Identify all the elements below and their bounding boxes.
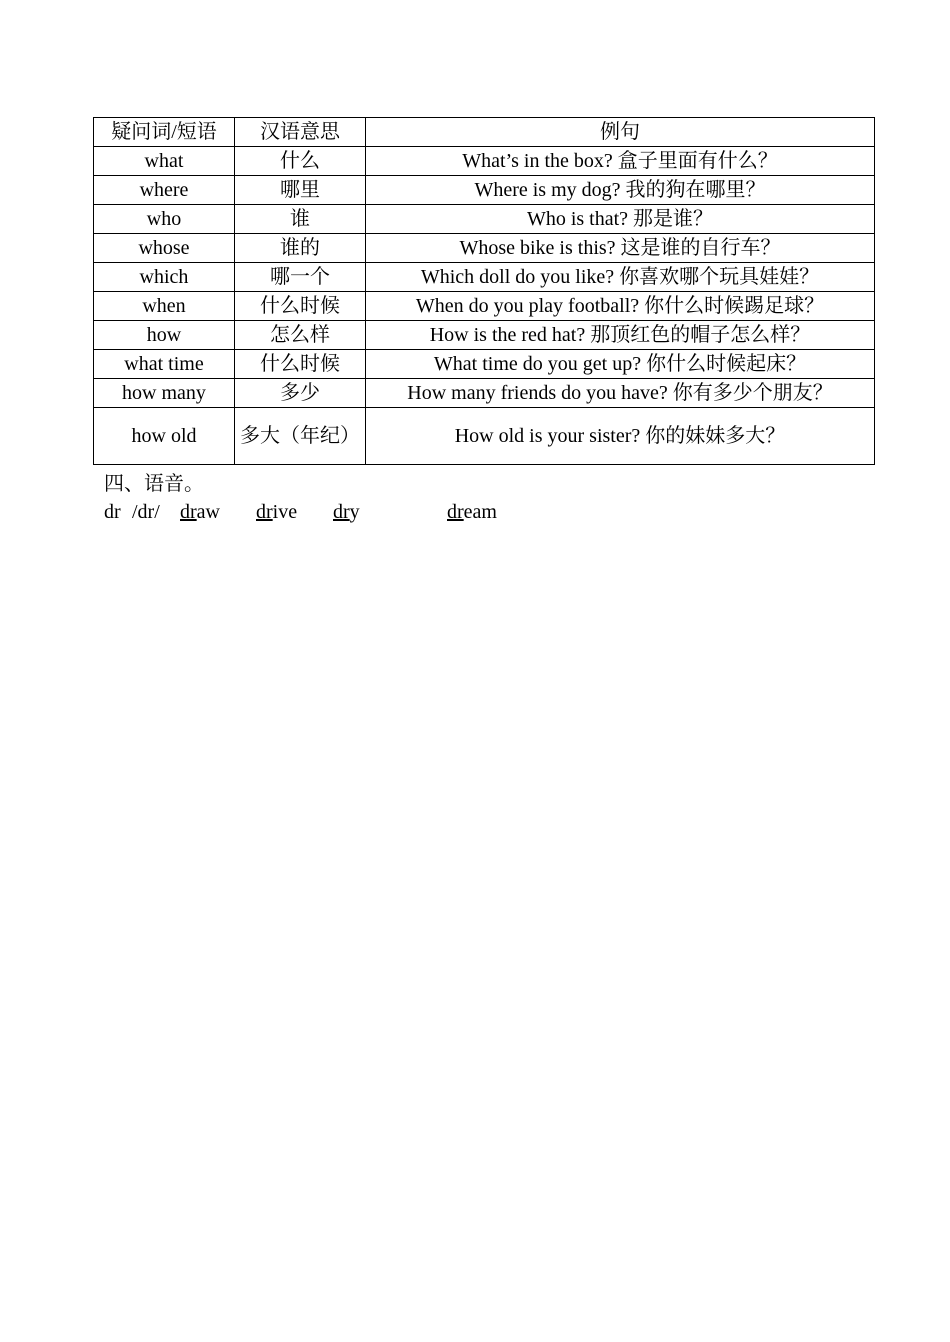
table-row <box>94 379 875 408</box>
cell-example: How many friends do you have? 你有多少个朋友？ <box>366 379 875 408</box>
cell-word: what <box>94 147 235 176</box>
word-underlined-part: dr <box>180 501 197 523</box>
table-row <box>94 205 875 234</box>
cell-meaning: 多少 <box>235 379 366 408</box>
header-word: 疑问词/短语 <box>94 118 235 147</box>
word-rest: eam <box>463 501 497 523</box>
question-words-table <box>93 117 875 465</box>
phonics-word <box>180 500 220 524</box>
cell-meaning: 谁 <box>235 205 366 234</box>
word-rest: ive <box>272 501 298 523</box>
cell-example: When do you play football? 你什么时候踢足球？ <box>366 292 875 321</box>
cell-meaning: 什么时候 <box>235 350 366 379</box>
table-row <box>94 321 875 350</box>
word-rest: y <box>349 501 360 523</box>
table-row <box>94 176 875 205</box>
section-title: 四、语音。 <box>104 473 204 495</box>
cell-meaning: 哪里 <box>235 176 366 205</box>
cell-word: who <box>94 205 235 234</box>
table-row <box>94 292 875 321</box>
cell-meaning: 多大（年纪） <box>235 408 366 465</box>
phonics-letters: dr <box>104 501 121 523</box>
cell-word: how many <box>94 379 235 408</box>
table-row <box>94 350 875 379</box>
cell-example: Whose bike is this? 这是谁的自行车？ <box>366 234 875 263</box>
word-underlined-part: dr <box>256 501 273 523</box>
cell-meaning: 怎么样 <box>235 321 366 350</box>
cell-word: how old <box>94 408 235 465</box>
cell-word: what time <box>94 350 235 379</box>
cell-meaning: 谁的 <box>235 234 366 263</box>
cell-meaning: 什么 <box>235 147 366 176</box>
cell-example: How old is your sister? 你的妹妹多大？ <box>366 408 875 465</box>
cell-meaning: 什么时候 <box>235 292 366 321</box>
table-row <box>94 408 875 465</box>
cell-example: What’s in the box? 盒子里面有什么？ <box>366 147 875 176</box>
cell-word: which <box>94 263 235 292</box>
table-header-row <box>94 118 875 147</box>
phonics-word <box>256 500 297 524</box>
cell-word: when <box>94 292 235 321</box>
word-underlined-part: dr <box>333 501 350 523</box>
phonics-word <box>447 500 497 524</box>
cell-word: whose <box>94 234 235 263</box>
phonics-sound: /dr/ <box>132 501 160 523</box>
cell-example: Where is my dog? 我的狗在哪里？ <box>366 176 875 205</box>
cell-example: Which doll do you like? 你喜欢哪个玩具娃娃？ <box>366 263 875 292</box>
cell-word: where <box>94 176 235 205</box>
cell-example: Who is that? 那是谁？ <box>366 205 875 234</box>
word-underlined-part: dr <box>447 501 464 523</box>
cell-example: What time do you get up? 你什么时候起床？ <box>366 350 875 379</box>
table-row <box>94 263 875 292</box>
cell-meaning: 哪一个 <box>235 263 366 292</box>
word-rest: aw <box>196 501 220 523</box>
cell-word: how <box>94 321 235 350</box>
table-row <box>94 234 875 263</box>
table-row <box>94 147 875 176</box>
phonics-word <box>333 500 360 524</box>
header-example: 例句 <box>366 118 875 147</box>
header-meaning: 汉语意思 <box>235 118 366 147</box>
cell-example: How is the red hat? 那顶红色的帽子怎么样？ <box>366 321 875 350</box>
